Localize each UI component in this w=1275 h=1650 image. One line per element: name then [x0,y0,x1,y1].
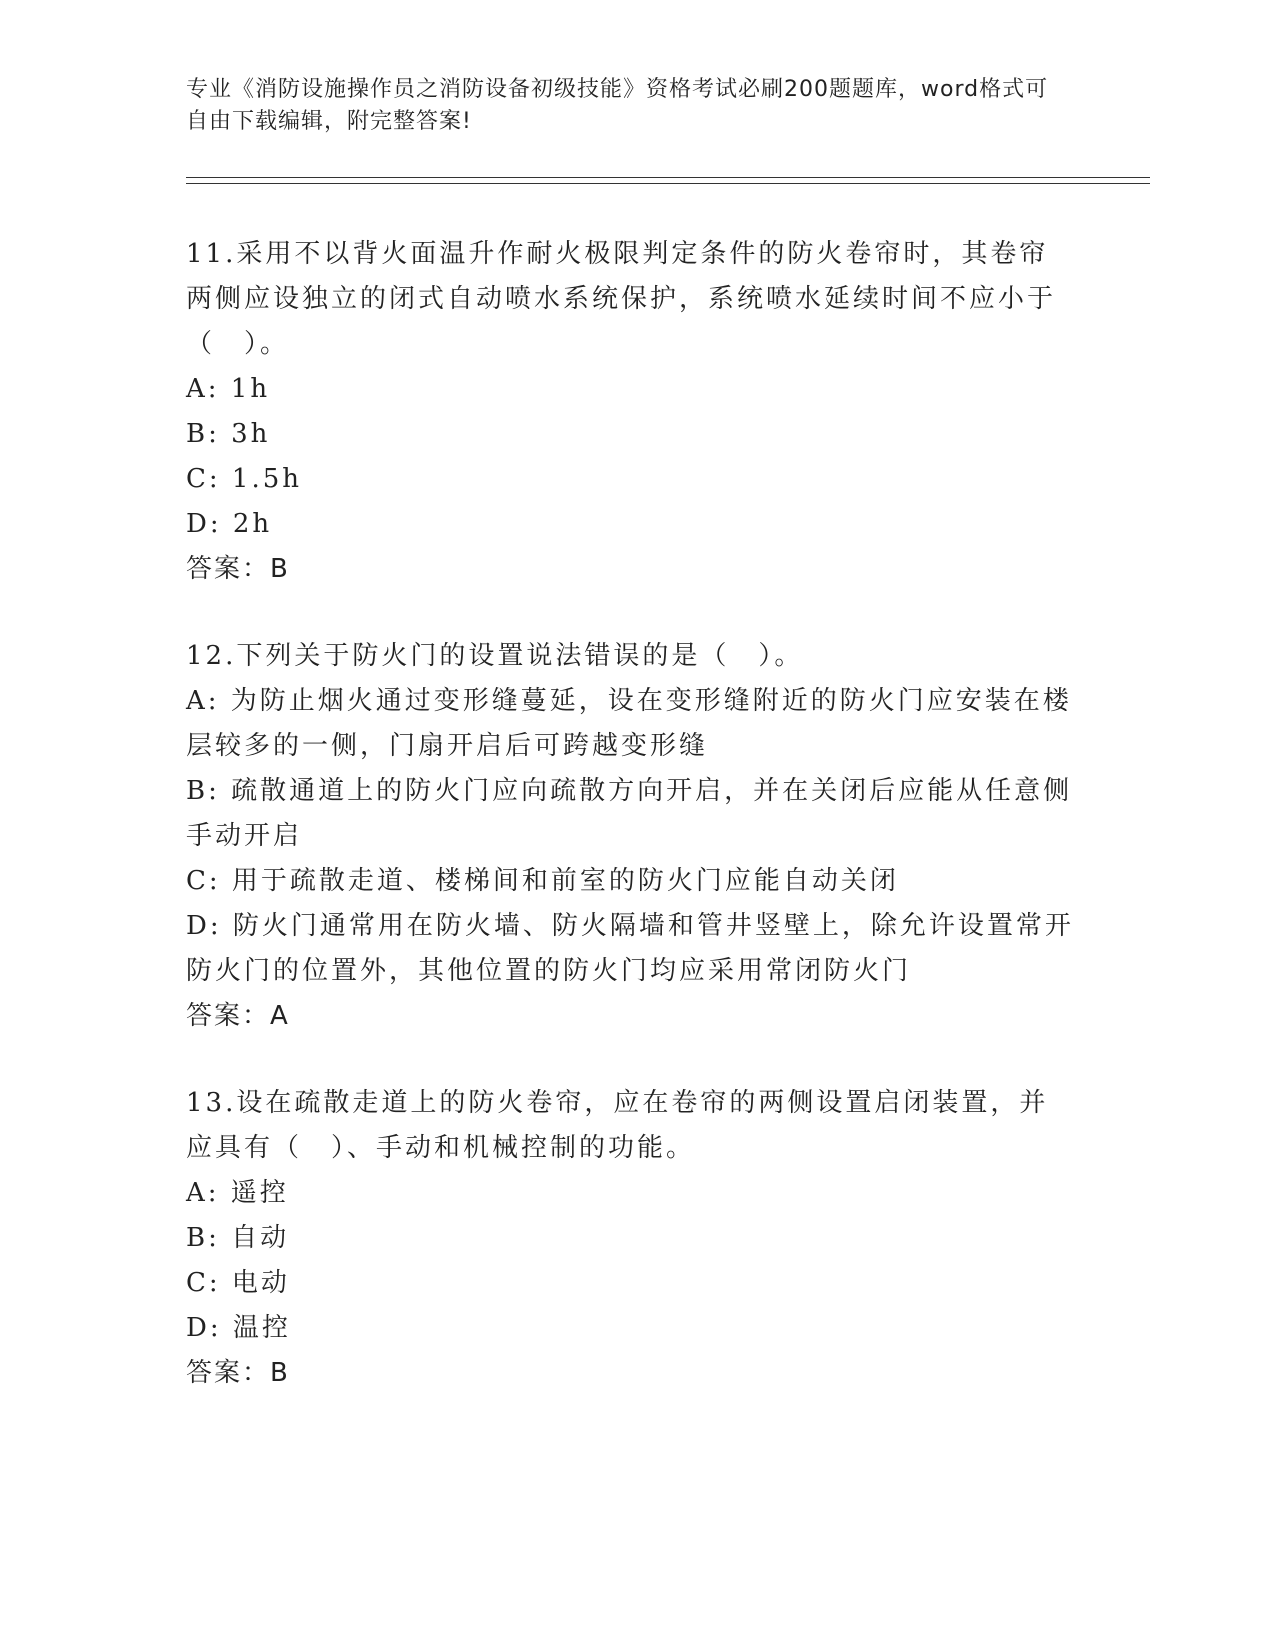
question-stem: 11.采用不以背火面温升作耐火极限判定条件的防火卷帘时，其卷帘两侧应设独立的闭式自动喷水系统保护，系统喷水延续时间不应小于（ ）。 [186,239,1057,359]
option-b: B: 3h [186,419,271,449]
option-a: A: 遥控 [186,1178,289,1208]
document-header: 专业《消防设施操作员之消防设备初级技能》资格考试必刷200题题库，word格式可自由下载编辑，附完整答案! [186,77,1049,134]
option-b: B: 疏散通道上的防火门应向疏散方向开启，并在关闭后应能从任意侧手动开启 [186,776,1073,851]
answer-label: 答案：B [186,1358,290,1388]
option-c: C: 用于疏散走道、楼梯间和前室的防火门应能自动关闭 [186,866,899,896]
option-c: C: 1.5h [186,464,303,494]
option-a: A: 为防止烟火通过变形缝蔓延，设在变形缝附近的防火门应安装在楼层较多的一侧，门扇开启后可跨越变形缝 [186,686,1072,761]
answer-label: 答案：B [186,554,290,584]
option-d: D: 2h [186,509,273,539]
question-12 [186,634,1076,1039]
question-list [186,232,1076,1438]
option-c: C: 电动 [186,1268,290,1298]
question-stem: 13.设在疏散走道上的防火卷帘，应在卷帘的两侧设置启闭装置，并应具有（ ）、手动和机械控制的功能。 [186,1088,1049,1163]
option-d: D: 温控 [186,1313,291,1343]
question-13 [186,1081,1076,1396]
option-b: B: 自动 [186,1223,290,1253]
header-divider-bottom [186,183,1150,184]
header-divider-top [186,177,1150,178]
question-stem: 12.下列关于防火门的设置说法错误的是（ ）。 [186,641,804,671]
option-a: A: 1h [186,374,271,404]
question-11 [186,232,1076,592]
answer-label: 答案：A [186,1001,290,1031]
option-d: D: 防火门通常用在防火墙、防火隔墙和管井竖壁上，除允许设置常开防火门的位置外，其他位置的防火门均应采用常闭防火门 [186,911,1074,986]
